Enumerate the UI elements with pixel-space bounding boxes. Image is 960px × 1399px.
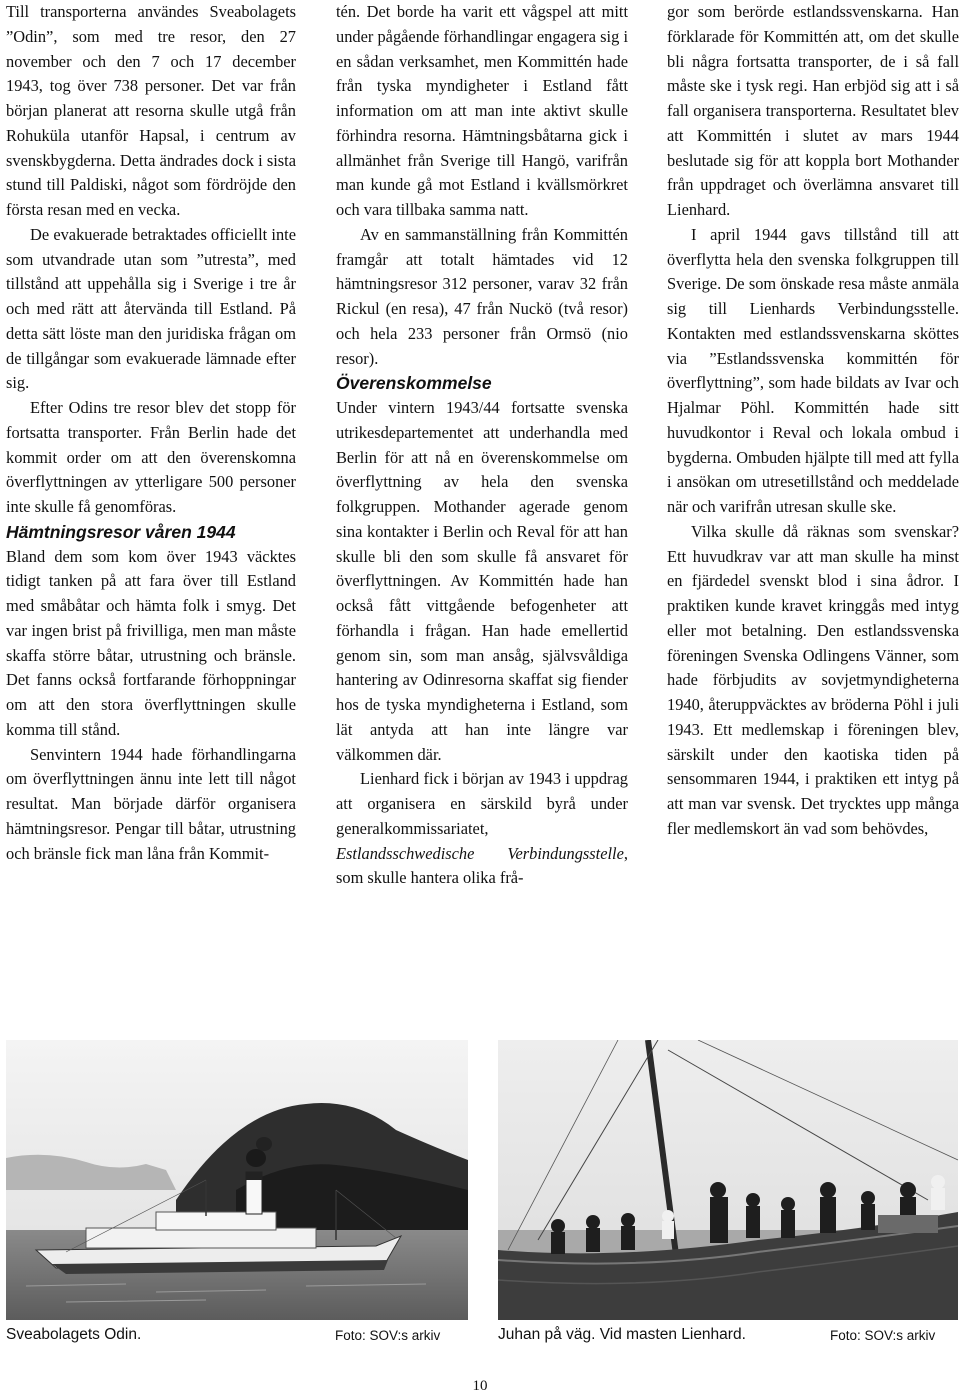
paragraph: Bland dem som kom över 1943 väcktes tidigt tanken på att fara över till Estland med småbåtar och hämta folk i smyg. Det var ingen brist på frivilliga, men man måste skaffa större båtar, utrustning och bränsle. Det fanns också fortfarande förhoppningar om att den stora överflyttningen skulle komma till stånd. [6,546,296,739]
page-number: 10 [472,1378,488,1394]
boat-photo [498,1040,958,1320]
paragraph: tén. Det borde ha varit ett vågspel att mitt under pågående förhandlingar engagera sig i en sådan verksamhet, men Kommittén hade från tyska myndigheter i Estland fått information om att man inte aktivt skulle förhindra resorna. Hämtningsbåtarna gick i allmänhet från Sverige till Hangö, varifrån man kunde gå mot Estland i kvällsmörkret och vara tillbaka samma natt. [336,2,628,219]
section-heading: Hämtningsresor våren 1944 [6,521,236,542]
photo-caption: Sveabolagets Odin. [6,1326,142,1343]
boat-illustration [498,1040,958,1320]
paragraph: De evakuerade betraktades officiellt inte som utvandrade utan som ”utresta”, med tillstånd att uppehålla sig i Sverige i tre år och med rätt att återvända till Estland. På detta sätt löste man den juridiska frågan om de tillgångar som evakuerade lämnade efter sig. [6,224,296,393]
photo-caption: Juhan på väg. Vid masten Lienhard. [498,1326,746,1343]
paragraph: Efter Odins tre resor blev det stopp för fortsatta transporter. Från Berlin hade det kommit order om att den överenskomna överflyttningen av ytterligare 500 personer inte skulle få genomföras. [6,398,296,516]
column-1 [6,0,296,866]
paragraph-text: Lienhard fick i början av 1943 i uppdrag att organisera en särskild byrå under generalkommissariatet, [336,769,628,838]
paragraph [336,767,628,891]
column-2 [336,0,628,891]
paragraph: Vilka skulle då räknas som svenskar? Ett huvudkrav var att man skulle ha minst en fjärdedel svenskt blod i sina ådror. I praktiken kunde kravet kringgås med intyg eller mot betalning. Den estlandssvenska föreningen Svenska Odlingens Vänner, som hade förbjudits av sovjetmyndigheterna 1940, återuppväcktes av bröderna Pöhl i juli 1943. Ett medlemskap i föreningen blev, särskilt under den kaotiska tiden på sensommaren 1944, i praktiken ett intyg på att man var svensk. Det trycktes upp många fler medlemskort än vad som behövdes, [667,521,959,838]
photo-credit: Foto: SOV:s arkiv [830,1328,936,1343]
column-3 [667,0,959,842]
section-heading: Överenskommelse [336,373,492,394]
paragraph: Senvintern 1944 hade förhandlingarna om överflyttningen ännu inte lett till något resultat. Man började därför organisera hämtningsresor. Pengar till båtar, utrustning och bränsle fick man låna från Kommit- [6,744,296,863]
paragraph: Av en sammanställning från Kommittén framgår att totalt hämtades vid 12 hämtningsresor 312 personer, varav 32 från Rickul (en resa), 47 från Nuckö (två resor) och hela 233 personer från Ormsö (nio resor). [336,224,628,368]
paragraph: Under vintern 1943/44 fortsatte svenska utrikesdepartementet att underhandla med Berlin för att nå en överenskommelse om överflyttning av hela den svenska folkgruppen. Mothander agerade genom sina kontakter i Berlin och Reval för att han skulle bli den som skulle få ansvaret för överflyttningen. Av Kommittén hade han också fått vittgående befogenheter att förhandla i frågan. Han hade emellertid genom sin, som man ansåg, självsvåldiga hantering av Odinresorna skaffat sig fiender hos de tyska myndigheterna i Estland, som lät antyda att han inte längre var välkommen där. [336,398,628,764]
photo-credit: Foto: SOV:s arkiv [335,1328,441,1343]
ship-illustration [6,1040,468,1320]
ship-photo [6,1040,468,1320]
paragraph-text: , som skulle hantera olika frå- [336,843,628,888]
paragraph: Till transporterna användes Sveabolagets ”Odin”, som med tre resor, den 27 november och den 7 och 17 december 1943, tog över 738 personer. Det var från början planerat att resorna skulle utgå från Rohuküla utanför Hapsal, i centrum av svenskbygderna. Detta ändrades dock i sista stund till Paldiski, något som fördröjde den första resan med en vecka. [6,2,296,219]
paragraph: I april 1944 gavs tillstånd till att överflytta hela den svenska folkgruppen till Sverige. De som önskade resa måste anmäla sig till Lienhards Verbindungsstelle. Kontakten med estlandssvenskarna sköttes via ”Estlandssvenska kommittén för överflyttning”, som hade bildats av Ivar och Hjalmar Pöhl. Kommittén hade sitt huvudkontor i Reval och lokala ombud i bygderna. Ombuden hjälpte till med att fylla i ansökan om utresetillstånd och meddelade när och varifrån utresan skulle ske. [667,224,959,516]
paragraph: gor som berörde estlandssvenskarna. Han förklarade för Kommittén att, om det skulle bli några fortsatta transporter, de i så fall måste ske i tysk regi. Han erbjöd sig att i så fall organisera transporterna. Resultatet blev att Kommittén i slutet av mars 1944 beslutade sig för att koppla bort Mothander från uppdraget och överlämna ansvaret till Lienhard. [667,2,959,219]
emphasized-text: Estlandsschwedische Verbindungsstelle [336,843,624,863]
